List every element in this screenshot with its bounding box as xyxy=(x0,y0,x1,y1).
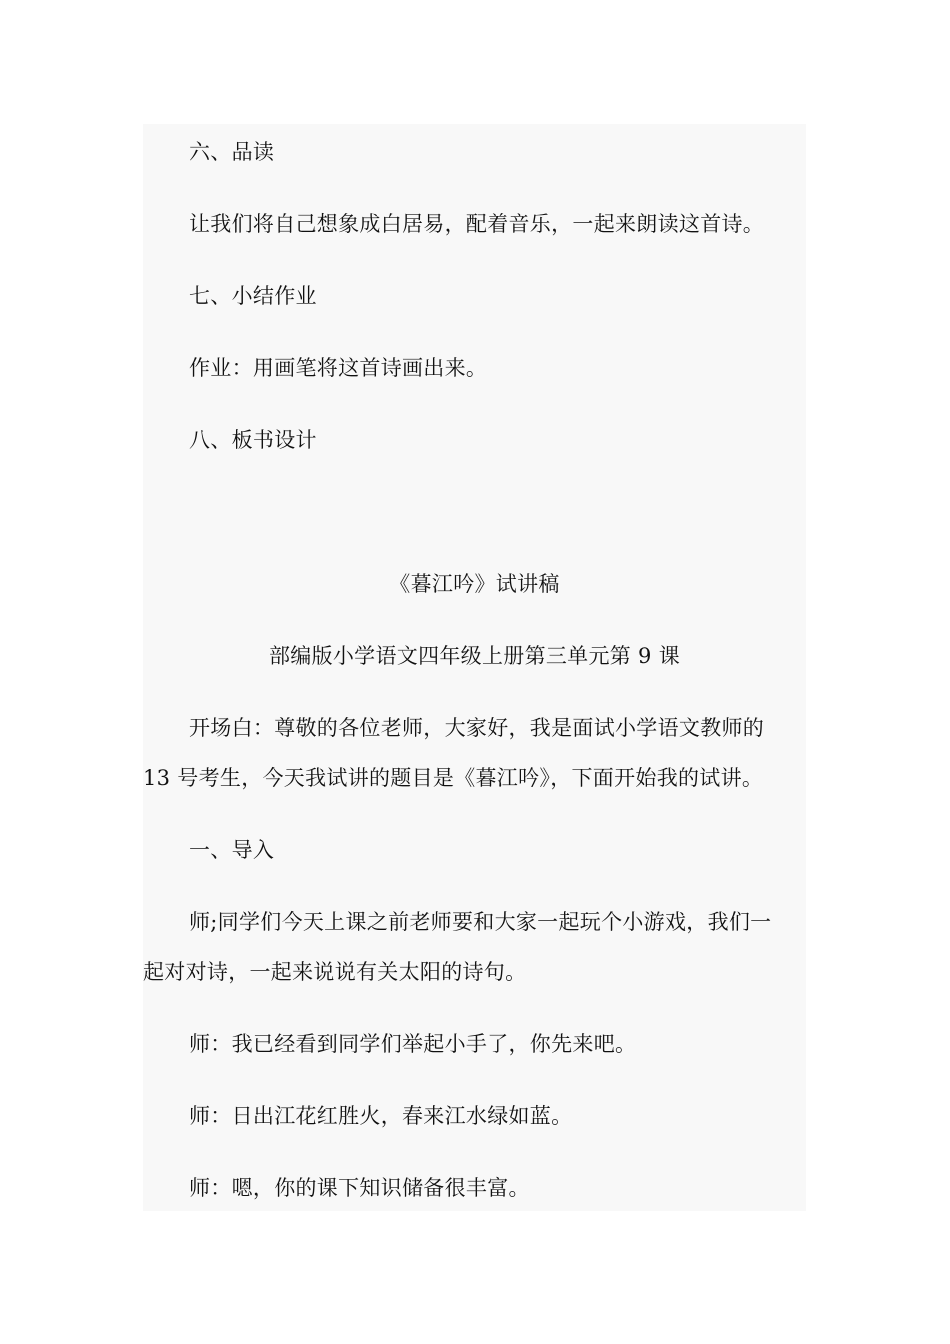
script-subtitle: 部编版小学语文四年级上册第三单元第 9 课 xyxy=(268,644,680,668)
section-seven-heading: 七、小结作业 xyxy=(189,284,317,308)
section-six-heading: 六、品读 xyxy=(189,140,275,164)
teacher-line: 师：我已经看到同学们举起小手了，你先来吧。 xyxy=(189,1032,637,1056)
section-seven-paragraph: 作业：用画笔将这首诗画出来。 xyxy=(189,356,488,380)
teacher-line: 师：嗯，你的课下知识储备很丰富。 xyxy=(189,1176,530,1200)
teacher-line: 师：日出江花红胜火，春来江水绿如蓝。 xyxy=(189,1104,573,1128)
opening-paragraph-line-1: 开场白：尊敬的各位老师，大家好，我是面试小学语文教师的 xyxy=(189,716,765,740)
document-page xyxy=(143,124,806,1211)
section-eight-heading: 八、板书设计 xyxy=(189,428,317,452)
teacher-intro-line-1: 师;同学们今天上课之前老师要和大家一起玩个小游戏，我们一 xyxy=(189,910,772,934)
script-title: 《暮江吟》试讲稿 xyxy=(389,572,560,596)
section-six-paragraph: 让我们将自己想象成白居易，配着音乐，一起来朗读这首诗。 xyxy=(189,212,765,236)
opening-paragraph-line-2: 13 号考生，今天我试讲的题目是《暮江吟》，下面开始我的试讲。 xyxy=(143,766,764,790)
section-one-heading: 一、导入 xyxy=(189,838,275,862)
teacher-intro-line-2: 起对对诗，一起来说说有关太阳的诗句。 xyxy=(143,960,527,984)
